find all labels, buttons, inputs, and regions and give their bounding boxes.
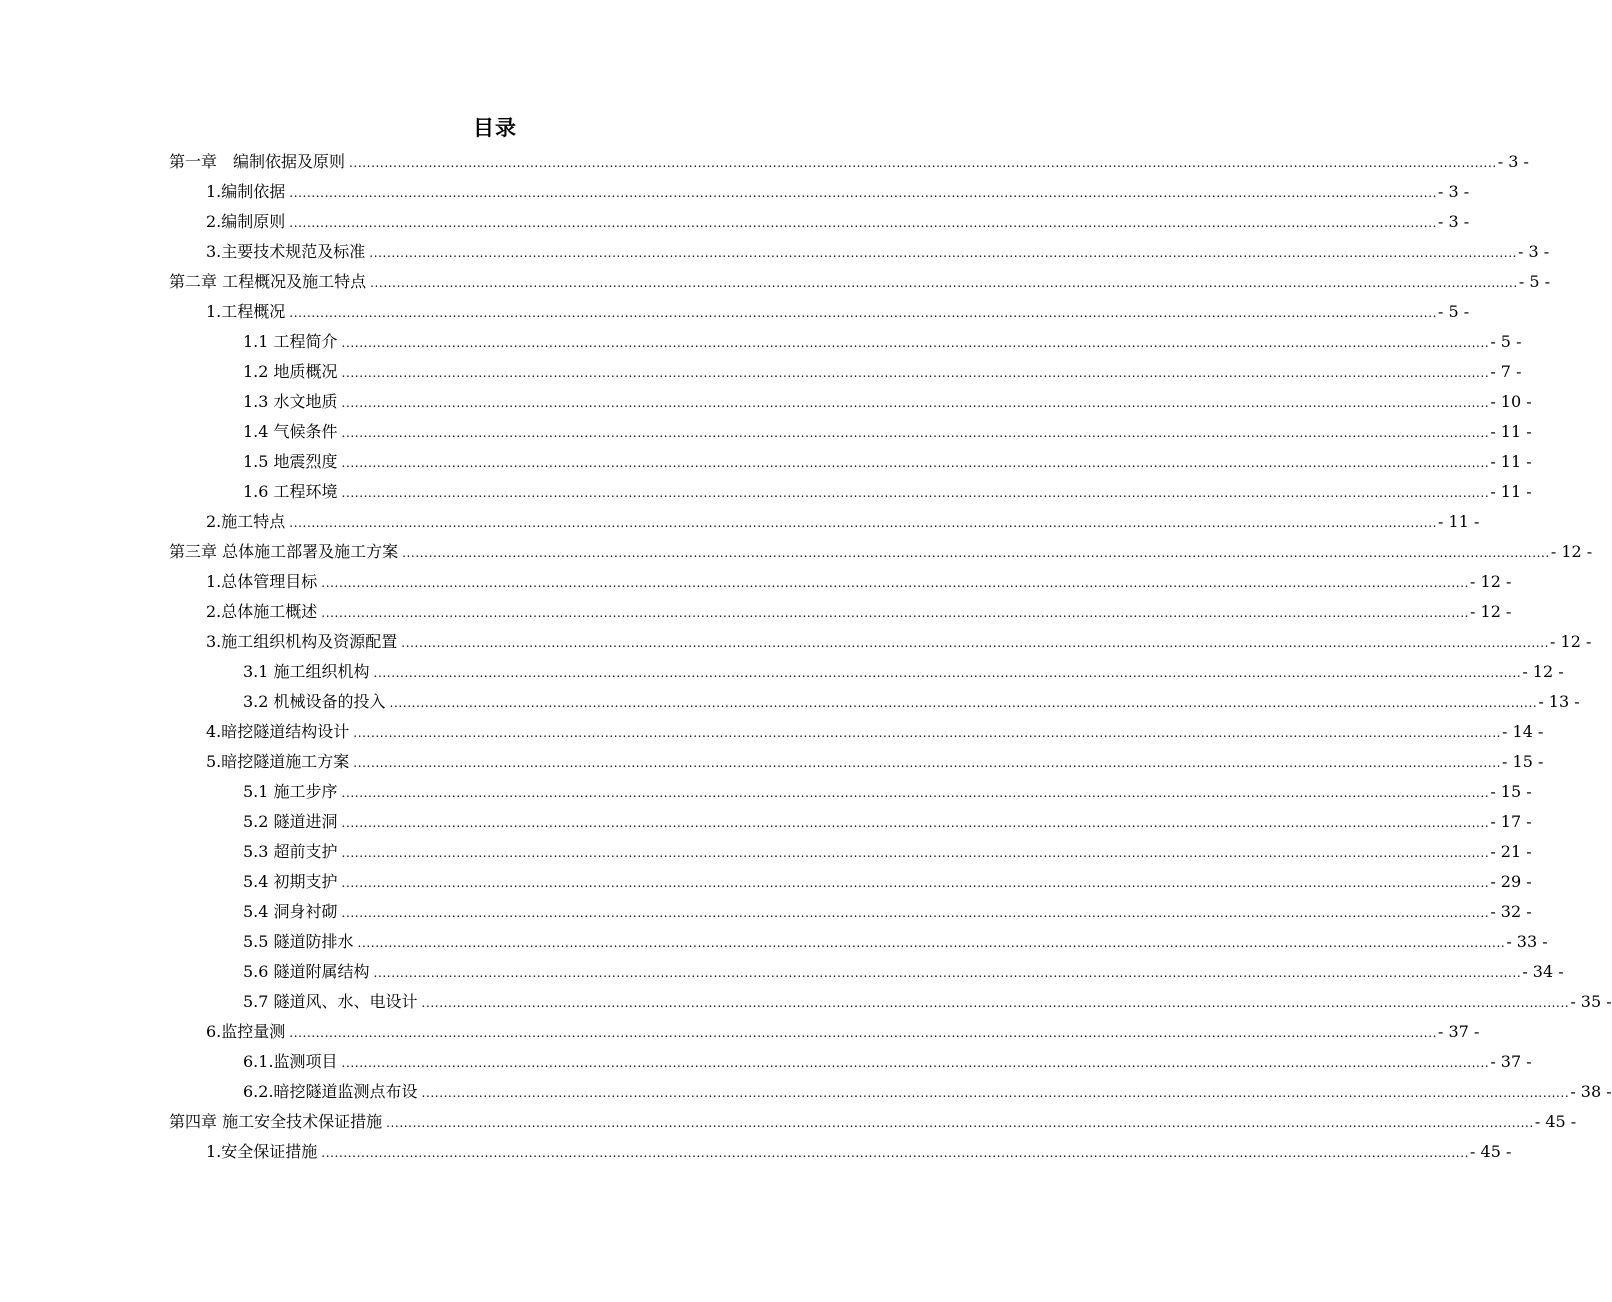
dot-leader: .................................................................................................................................................................................................................................................................... bbox=[402, 546, 1550, 560]
dot-leader: .................................................................................................................................................................................................................................................................... bbox=[289, 186, 1438, 200]
toc-entry-page-number: - 13 - bbox=[1538, 692, 1580, 711]
dot-leader: .................................................................................................................................................................................................................................................................... bbox=[341, 456, 1490, 470]
toc-entry-label: 1.6 工程环境 bbox=[243, 482, 338, 501]
toc-entry-page-number: - 11 - bbox=[1490, 452, 1532, 471]
toc-entry[interactable] bbox=[243, 807, 1532, 837]
dot-leader: .................................................................................................................................................................................................................................................................... bbox=[341, 846, 1490, 860]
toc-entry-page-number: - 35 - bbox=[1570, 992, 1612, 1011]
toc-entry-page-number: - 5 - bbox=[1518, 272, 1551, 291]
toc-entry-label: 6.监控量测 bbox=[206, 1022, 286, 1041]
dot-leader: .................................................................................................................................................................................................................................................................... bbox=[321, 576, 1470, 590]
toc-entry-page-number: - 37 - bbox=[1490, 1052, 1532, 1071]
toc-entry-page-number: - 10 - bbox=[1490, 392, 1532, 411]
toc-entry[interactable] bbox=[243, 417, 1532, 447]
toc-entry[interactable] bbox=[243, 897, 1532, 927]
toc-entry-page-number: - 12 - bbox=[1470, 602, 1512, 621]
toc-entry-label: 5.4 初期支护 bbox=[243, 872, 338, 891]
toc-entry-label: 5.3 超前支护 bbox=[243, 842, 338, 861]
toc-entry-label: 5.6 隧道附属结构 bbox=[243, 962, 370, 981]
toc-entry-label: 3.1 施工组织机构 bbox=[243, 662, 370, 681]
toc-entry-page-number: - 34 - bbox=[1522, 962, 1564, 981]
toc-entry-label: 1.编制依据 bbox=[206, 182, 286, 201]
toc-entry[interactable] bbox=[243, 657, 1564, 687]
toc-entry[interactable] bbox=[243, 957, 1564, 987]
toc-entry-page-number: - 11 - bbox=[1438, 512, 1480, 531]
dot-leader: .................................................................................................................................................................................................................................................................... bbox=[386, 1116, 1534, 1130]
toc-entry-label: 6.1.监测项目 bbox=[243, 1052, 338, 1071]
toc-entry-page-number: - 45 - bbox=[1534, 1112, 1577, 1131]
toc-entry[interactable] bbox=[206, 207, 1470, 237]
dot-leader: .................................................................................................................................................................................................................................................................... bbox=[341, 876, 1490, 890]
dot-leader: .................................................................................................................................................................................................................................................................... bbox=[349, 156, 1497, 170]
toc-entry-label: 1.工程概况 bbox=[206, 302, 286, 321]
dot-leader: .................................................................................................................................................................................................................................................................... bbox=[289, 1026, 1438, 1040]
toc-entry[interactable] bbox=[243, 987, 1612, 1017]
toc-entry-page-number: - 37 - bbox=[1438, 1022, 1480, 1041]
dot-leader: .................................................................................................................................................................................................................................................................... bbox=[373, 966, 1522, 980]
toc-entry-label: 1.安全保证措施 bbox=[206, 1142, 318, 1161]
toc-entry-page-number: - 38 - bbox=[1570, 1082, 1612, 1101]
toc-entry-page-number: - 45 - bbox=[1470, 1142, 1512, 1161]
toc-entry[interactable] bbox=[243, 687, 1580, 717]
toc-entry-label: 第三章 总体施工部署及施工方案 bbox=[169, 542, 399, 561]
dot-leader: .................................................................................................................................................................................................................................................................... bbox=[341, 786, 1490, 800]
toc-entry[interactable] bbox=[243, 927, 1548, 957]
toc-entry-label: 2.编制原则 bbox=[206, 212, 286, 231]
toc-entry-page-number: - 17 - bbox=[1490, 812, 1532, 831]
toc-entry-page-number: - 3 - bbox=[1518, 242, 1550, 261]
toc-entry[interactable] bbox=[243, 477, 1532, 507]
toc-entry[interactable] bbox=[243, 387, 1532, 417]
toc-entry-page-number: - 29 - bbox=[1490, 872, 1532, 891]
toc-entry-label: 3.2 机械设备的投入 bbox=[243, 692, 386, 711]
toc-entry[interactable] bbox=[169, 147, 1529, 177]
toc-entry-page-number: - 12 - bbox=[1550, 632, 1592, 651]
toc-entry-label: 1.3 水文地质 bbox=[243, 392, 338, 411]
toc-entry-label: 5.1 施工步序 bbox=[243, 782, 338, 801]
dot-leader: .................................................................................................................................................................................................................................................................... bbox=[401, 636, 1550, 650]
toc-entry[interactable] bbox=[243, 327, 1522, 357]
dot-leader: .................................................................................................................................................................................................................................................................... bbox=[341, 906, 1490, 920]
toc-entry-page-number: - 3 - bbox=[1497, 152, 1529, 171]
toc-entry-label: 5.5 隧道防排水 bbox=[243, 932, 354, 951]
toc-entry-label: 5.7 隧道风、水、电设计 bbox=[243, 992, 418, 1011]
toc-entry-label: 3.主要技术规范及标准 bbox=[206, 242, 366, 261]
toc-entry-page-number: - 15 - bbox=[1502, 752, 1544, 771]
toc-entry-page-number: - 12 - bbox=[1470, 572, 1512, 591]
dot-leader: .................................................................................................................................................................................................................................................................... bbox=[421, 996, 1570, 1010]
toc-entry-label: 1.2 地质概况 bbox=[243, 362, 338, 381]
toc-entry-label: 5.2 隧道进洞 bbox=[243, 812, 338, 831]
toc-entry-label: 1.1 工程简介 bbox=[243, 332, 338, 351]
toc-entry-page-number: - 3 - bbox=[1438, 182, 1470, 201]
dot-leader: .................................................................................................................................................................................................................................................................... bbox=[341, 1056, 1490, 1070]
dot-leader: .................................................................................................................................................................................................................................................................... bbox=[353, 726, 1502, 740]
toc-entry[interactable] bbox=[243, 1077, 1612, 1107]
toc-entry-page-number: - 5 - bbox=[1490, 332, 1522, 351]
dot-leader: .................................................................................................................................................................................................................................................................... bbox=[321, 606, 1470, 620]
toc-entry[interactable] bbox=[243, 357, 1522, 387]
toc-entry[interactable] bbox=[206, 237, 1550, 267]
toc-entry[interactable] bbox=[243, 1047, 1532, 1077]
toc-entry-label: 2.施工特点 bbox=[206, 512, 286, 531]
toc-title: 目录 bbox=[473, 116, 517, 140]
toc-entry-page-number: - 15 - bbox=[1490, 782, 1532, 801]
toc-entry-label: 5.暗挖隧道施工方案 bbox=[206, 752, 350, 771]
dot-leader: .................................................................................................................................................................................................................................................................... bbox=[370, 276, 1518, 290]
toc-entry-label: 第一章 编制依据及原则 bbox=[169, 152, 346, 171]
toc-entry-label: 3.施工组织机构及资源配置 bbox=[206, 632, 398, 651]
dot-leader: .................................................................................................................................................................................................................................................................... bbox=[341, 336, 1490, 350]
toc-entry[interactable] bbox=[206, 297, 1470, 327]
dot-leader: .................................................................................................................................................................................................................................................................... bbox=[373, 666, 1522, 680]
toc-entry-page-number: - 14 - bbox=[1502, 722, 1544, 741]
toc-entry[interactable] bbox=[206, 1137, 1512, 1167]
toc-entry-label: 1.总体管理目标 bbox=[206, 572, 318, 591]
toc-entry-label: 第二章 工程概况及施工特点 bbox=[169, 272, 367, 291]
toc-entry[interactable] bbox=[206, 747, 1544, 777]
toc-entry[interactable] bbox=[206, 507, 1480, 537]
dot-leader: .................................................................................................................................................................................................................................................................... bbox=[289, 216, 1438, 230]
toc-entry-label: 4.暗挖隧道结构设计 bbox=[206, 722, 350, 741]
dot-leader: .................................................................................................................................................................................................................................................................... bbox=[357, 936, 1506, 950]
toc-entry-page-number: - 21 - bbox=[1490, 842, 1532, 861]
toc-entry[interactable] bbox=[206, 597, 1512, 627]
toc-entry-label: 5.4 洞身衬砌 bbox=[243, 902, 338, 921]
dot-leader: .................................................................................................................................................................................................................................................................... bbox=[389, 696, 1538, 710]
dot-leader: .................................................................................................................................................................................................................................................................... bbox=[341, 426, 1490, 440]
dot-leader: .................................................................................................................................................................................................................................................................... bbox=[289, 306, 1438, 320]
toc-entry-page-number: - 12 - bbox=[1522, 662, 1564, 681]
dot-leader: .................................................................................................................................................................................................................................................................... bbox=[341, 396, 1490, 410]
toc-entry-page-number: - 12 - bbox=[1550, 542, 1593, 561]
toc-entry[interactable] bbox=[206, 627, 1592, 657]
toc-entry-label: 第四章 施工安全技术保证措施 bbox=[169, 1112, 383, 1131]
toc-entry-label: 1.4 气候条件 bbox=[243, 422, 338, 441]
toc-entry-page-number: - 11 - bbox=[1490, 422, 1532, 441]
toc-entry[interactable] bbox=[206, 567, 1512, 597]
toc-entry-page-number: - 11 - bbox=[1490, 482, 1532, 501]
toc-entry-page-number: - 7 - bbox=[1490, 362, 1522, 381]
toc-entry[interactable] bbox=[169, 1107, 1577, 1137]
toc-entry[interactable] bbox=[169, 267, 1551, 297]
toc-entry-label: 1.5 地震烈度 bbox=[243, 452, 338, 471]
dot-leader: .................................................................................................................................................................................................................................................................... bbox=[341, 816, 1490, 830]
toc-entry-page-number: - 32 - bbox=[1490, 902, 1532, 921]
toc-entry[interactable] bbox=[243, 447, 1532, 477]
toc-entry-label: 2.总体施工概述 bbox=[206, 602, 318, 621]
dot-leader: .................................................................................................................................................................................................................................................................... bbox=[421, 1086, 1570, 1100]
toc-entry-page-number: - 5 - bbox=[1438, 302, 1470, 321]
toc-entry[interactable] bbox=[243, 777, 1532, 807]
toc-entry[interactable] bbox=[243, 837, 1532, 867]
dot-leader: .................................................................................................................................................................................................................................................................... bbox=[341, 366, 1490, 380]
dot-leader: .................................................................................................................................................................................................................................................................... bbox=[369, 246, 1518, 260]
toc-entry[interactable] bbox=[206, 1017, 1480, 1047]
toc-entry-page-number: - 3 - bbox=[1438, 212, 1470, 231]
dot-leader: .................................................................................................................................................................................................................................................................... bbox=[341, 486, 1490, 500]
toc-entry[interactable] bbox=[243, 867, 1532, 897]
toc-entry[interactable] bbox=[169, 537, 1593, 567]
dot-leader: .................................................................................................................................................................................................................................................................... bbox=[289, 516, 1438, 530]
dot-leader: .................................................................................................................................................................................................................................................................... bbox=[353, 756, 1502, 770]
toc-entry[interactable] bbox=[206, 177, 1470, 207]
toc-entry-label: 6.2.暗挖隧道监测点布设 bbox=[243, 1082, 418, 1101]
toc-entry-page-number: - 33 - bbox=[1506, 932, 1548, 951]
dot-leader: .................................................................................................................................................................................................................................................................... bbox=[321, 1146, 1470, 1160]
toc-entry[interactable] bbox=[206, 717, 1544, 747]
toc-list bbox=[0, 147, 1612, 1167]
